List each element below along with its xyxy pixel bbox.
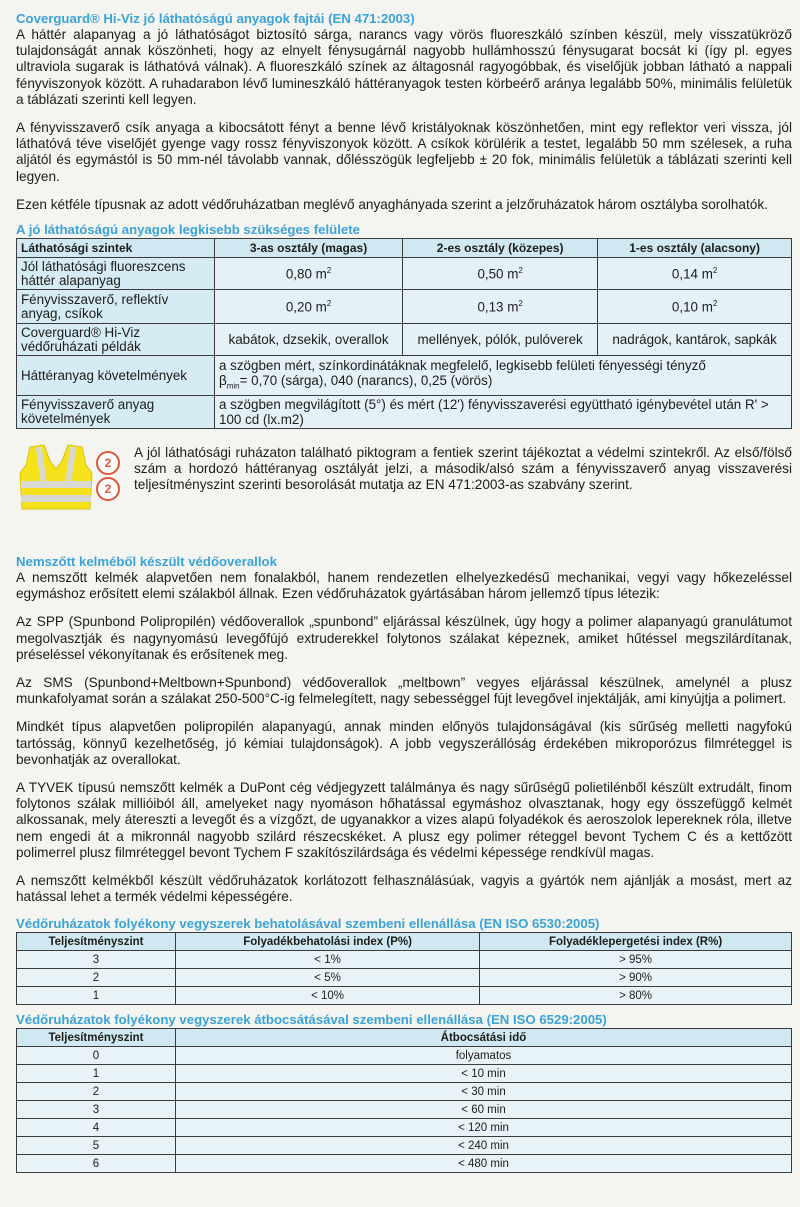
paragraph: Az SPP (Spunbond Polipropilén) védőoverallok „spunbond” eljárással készülnek, úgy hogy a polimer alapanyagú granulátumot megolvasztják és nagynyomású levegőfújó extruderekkel folytonos szálakat képeznek, amiket hűtéssel megszilárdítanak, préseléssel vékonyítanak és erősítenek meg. (16, 614, 792, 662)
table-row (17, 324, 792, 356)
table-cell: > 80% (480, 987, 792, 1005)
table-cell (403, 258, 598, 290)
requirement-text (219, 373, 787, 394)
pictogram-row (16, 443, 792, 511)
cell-value: 0,20 m (285, 299, 327, 315)
column-header: 2-es osztály (közepes) (403, 239, 598, 258)
paragraph: Az SMS (Spunbond+Meltbown+Spunbond) védőoverallok „meltbown” vegyes eljárással készülnek, amelynél a plusz munkafolyamat során a szálakat 250-500°C-ig felmelegített, nagy sebességgel fújt levegővel injektálják, ami kinyújtja a polimert. (16, 675, 792, 707)
beta-symbol: β (219, 372, 227, 388)
table-cell: < 480 min (176, 1155, 792, 1173)
document-page (16, 10, 792, 1173)
paragraph: A TYVEK típusú nemszőtt kelmék a DuPont cég védjegyzett találmánya és nagy sűrűségű polietilénből készült extrudált, finom folytonos szálak millióiból áll, amelyeket nagy nyomáson hőhatással egymáshoz olvasztanak, hogy egy összefüggő kelmét alkossanak, mely átereszti a levegőt és a vízgőzt, de ugyanakkor a vizes alapú folyadékok és aeroszolok lepereknek róla, illetve nem engedi át a mikronnál nagyobb szilárd részecskéket. A plusz egy polimer réteggel bevont Tychem C és a kettőzött polimerrel plusz filmréteggel bevont Tychem F szakítószilárdsága és védelmi képessége rendkívül magas. (16, 780, 792, 860)
cell-value: 0,13 m (477, 299, 519, 315)
table-heading-penetration: Védőruházatok folyékony vegyszerek behatolásával szembeni ellenállása (EN ISO 6530:2005) (16, 916, 600, 932)
table-cell: < 5% (176, 969, 480, 987)
table-cell: < 30 min (176, 1083, 792, 1101)
table-row (17, 1065, 792, 1083)
row-label: Coverguard® Hi-Viz védőruházati példák (17, 324, 215, 356)
table-row (17, 969, 792, 987)
cell-value: 0,50 m (477, 266, 519, 282)
table-cell: < 120 min (176, 1119, 792, 1137)
unit-superscript: 2 (712, 265, 718, 275)
requirement-text: a szögben mért, színkordinátáknak megfelelő, legkisebb felületi fényességi tényző (219, 357, 706, 373)
table-cell: 3 (17, 951, 176, 969)
paragraph: A háttér alapanyag a jó láthatóságot biztosító sárga, narancs vagy vörös fluoreszkáló színben készül, mely visszatükröző tulajdonságát annak köszönheti, hogy az elnyelt fénysugárnál nagyobb hullámhosszú fénysugarat bocsát ki (így pl. egyes ultraviola sugarak is láthatóvá válnak). A fluoreszkáló színek az áltagosnál ragyogóbbak, és viselőjük jobban látható a nappali fényviszonyok között. A ruhadarabon lévő lumineszkáló háttéranyagok testen körbeérő aránya legalább 50%, minimális felületük a táblázati szerinti kell legyen. (16, 27, 792, 107)
column-header: 1-es osztály (alacsony) (598, 239, 792, 258)
column-header: Folyadéklepergetési index (R%) (480, 933, 792, 951)
table-cell (215, 356, 792, 396)
paragraph: A fényvisszaverő csík anyaga a kibocsátott fényt a benne lévő kristályoknak köszönhetően, mint egy reflektor veri vissza, jól láthatóvá téve viselőjét gyenge vagy rossz fényviszonyok között. A csíkok körülérik a testet, legalább 50 mm szélesek, a ruha aljától és egymástól is 50 mm-nél távolabb vannak, dőlésszögük legfeljebb ± 20 fok, minimális felületük a táblázati szerinti kell legyen. (16, 120, 792, 184)
table-cell: 5 (17, 1137, 176, 1155)
table-row (17, 1083, 792, 1101)
column-header: 3-as osztály (magas) (215, 239, 403, 258)
table-cell: < 10 min (176, 1065, 792, 1083)
table-heading-min-surface: A jó láthatóságú anyagok legkisebb szükséges felülete (16, 222, 360, 238)
paragraph: Mindkét típus alapvetően polipropilén alapanyagú, annak minden előnyös tulajdonságával (kis sűrűség melletti nagyfokú tartósság, könnyű kezelhetőség, jó kémiai tulajdonságok). A jobb vegyszerállóság érdekében mikroporózus filmréteggel is bevonhatják az overallokat. (16, 719, 792, 767)
table-cell: 2 (17, 969, 176, 987)
table-cell: < 10% (176, 987, 480, 1005)
table-cell: a szögben megvilágított (5°) és mért (12') fényvisszaverési együttható igénybevétel után R' > 100 cd (lx.m2) (215, 396, 792, 429)
hi-viz-vest-icon (16, 443, 96, 511)
paragraph: Ezen kétféle típusnak az adott védőruházatban meglévő anyaghányada szerint a jelzőruházatok három osztályba sorolhatók. (16, 196, 768, 212)
visibility-class-table (16, 238, 792, 429)
table-cell: < 240 min (176, 1137, 792, 1155)
penetration-table (16, 932, 792, 1005)
table-row (17, 987, 792, 1005)
table-row (17, 396, 792, 429)
table-cell: kabátok, dzsekik, overallok (215, 324, 403, 356)
table-row (17, 1047, 792, 1065)
table-cell (403, 290, 598, 324)
paragraph: A nemszőtt kelmék alapvetően nem fonalakból, hanem rendezetlen elhelyezkedésű mechanikai, vegyi vagy hőkezeléssel egymáshoz erősített elemi szálakból állnak. Ezen védőruházatok gyártásában három jellemző típus létezik: (16, 570, 792, 602)
cell-value: 0,14 m (671, 266, 713, 282)
unit-superscript: 2 (326, 265, 332, 275)
table-cell: nadrágok, kantárok, sapkák (598, 324, 792, 356)
table-cell: > 90% (480, 969, 792, 987)
unit-superscript: 2 (326, 298, 332, 308)
table-cell: 2 (17, 1083, 176, 1101)
column-header: Láthatósági szintek (17, 239, 215, 258)
table-cell: mellények, pólók, pulóverek (403, 324, 598, 356)
section-heading-nonwoven: Nemszőtt kelméből készült védőoverallok (16, 554, 277, 570)
cell-value: 0,80 m (285, 266, 327, 282)
class-badge-icon: 2 (96, 451, 120, 475)
unit-superscript: 2 (518, 265, 523, 275)
table-header-row (17, 1029, 792, 1047)
table-cell: 4 (17, 1119, 176, 1137)
column-header: Teljesítményszint (17, 1029, 176, 1047)
table-cell: 0 (17, 1047, 176, 1065)
table-cell (215, 258, 403, 290)
table-row (17, 258, 792, 290)
table-heading-permeation: Védőruházatok folyékony vegyszerek átbocsátásával szembeni ellenállása (EN ISO 6529:2005) (16, 1012, 607, 1028)
table-row (17, 951, 792, 969)
row-label: Fényvisszaverő, reflektív anyag, csíkok (17, 290, 215, 324)
table-row (17, 290, 792, 324)
table-cell: 1 (17, 1065, 176, 1083)
table-row (17, 1119, 792, 1137)
paragraph: A nemszőtt kelmékből készült védőruházatok korlátozott felhasználásúak, vagyis a gyártók nem ajánlják a mosást, mert az hatással lehet a termék védelmi képességére. (16, 873, 792, 905)
table-cell: < 60 min (176, 1101, 792, 1119)
column-header: Átbocsátási idő (176, 1029, 792, 1047)
table-cell: 6 (17, 1155, 176, 1173)
row-label: Jól láthatósági fluoreszcens háttér alapanyag (17, 258, 215, 290)
cell-value: 0,10 m (671, 299, 713, 315)
row-label: Háttéranyag követelmények (17, 356, 215, 396)
requirement-values: = 0,70 (sárga), 040 (narancs), 0,25 (vörös) (239, 372, 493, 388)
column-header: Teljesítményszint (17, 933, 176, 951)
class-badge-icon: 2 (96, 477, 120, 501)
unit-superscript: 2 (518, 298, 523, 308)
unit-superscript: 2 (712, 298, 718, 308)
table-row (17, 356, 792, 396)
table-cell: > 95% (480, 951, 792, 969)
table-cell (598, 258, 792, 290)
section-heading-hi-viz: Coverguard® Hi-Viz jó láthatóságú anyagok fajtái (EN 471:2003) (16, 11, 415, 26)
table-cell: folyamatos (176, 1047, 792, 1065)
table-cell: < 1% (176, 951, 480, 969)
table-row (17, 1101, 792, 1119)
min-subscript: min (226, 381, 240, 391)
vest-pictogram (16, 443, 96, 511)
table-header-row (17, 933, 792, 951)
column-header: Folyadékbehatolási index (P%) (176, 933, 480, 951)
table-cell: 3 (17, 1101, 176, 1119)
permeation-table (16, 1028, 792, 1173)
table-header-row (17, 239, 792, 258)
table-cell (215, 290, 403, 324)
table-row (17, 1137, 792, 1155)
table-cell: 1 (17, 987, 176, 1005)
pictogram-description: A jól láthatósági ruházaton található piktogram a fentiek szerint tájékoztat a védelmi szintekről. Az első/fölső szám a hordozó háttéranyag osztályát jelzi, a második/alsó szám a fényvisszaverő anyag visszaverési teljesítményszint szerinti besorolását mutatja az EN 471:2003-as szabvány szerint. (134, 445, 792, 493)
row-label: Fényvisszaverő anyag követelmények (17, 396, 215, 429)
class-badges (96, 443, 134, 511)
table-cell (598, 290, 792, 324)
table-row (17, 1155, 792, 1173)
